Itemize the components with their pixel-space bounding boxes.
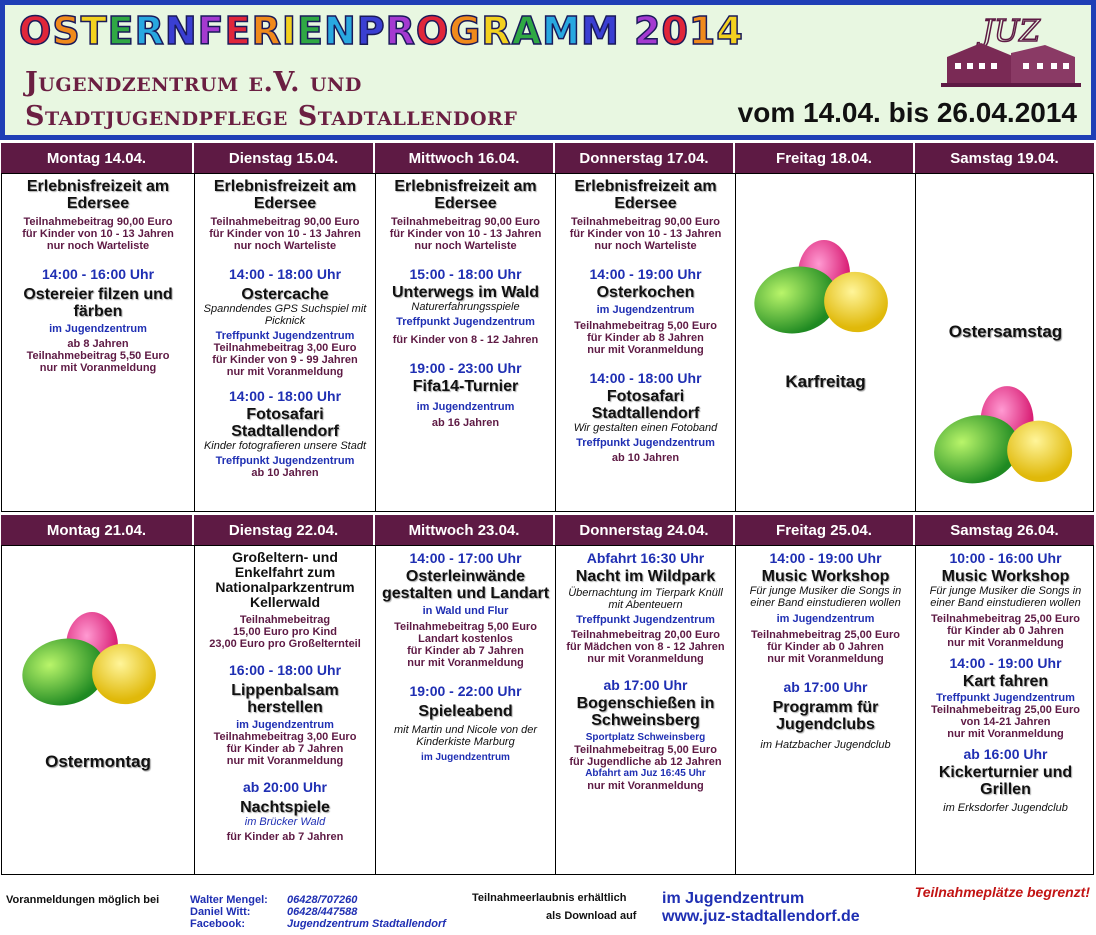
event-fee: Teilnahmebeitrag 90,00 Euro [391,216,540,228]
event-registration: nur mit Voranmeldung [947,637,1064,649]
event-fee: Teilnahmebeitrag 5,00 Euro [574,320,717,332]
juz-logo [941,13,1081,89]
event-location: im Jugendzentrum [596,304,695,316]
event-fee: Teilnahmebeitrag 90,00 Euro [571,216,720,228]
page-title: OSTERNFERIENPROGRAMM 2014 [19,9,744,53]
permission-location: im Jugendzentrum [662,890,805,907]
cell-fri-25 [736,546,916,874]
event-age: für Kinder ab 0 Jahren [767,641,884,653]
event-age: für Kinder von 8 - 12 Jahren [392,334,539,346]
cell-mon-14 [2,174,195,511]
cell-sat-26 [916,546,1095,874]
event-waitlist: nur noch Warteliste [233,240,337,252]
event-time: 14:00 - 18:00 Uhr [228,266,342,282]
day-header: Freitag 18.04. [735,143,915,173]
event-title: Music Workshop [941,568,1070,585]
event-title: Ostereier filzen und färben [23,286,173,320]
event-location: Treffpunkt Jugendzentrum [396,316,535,328]
event-time: 14:00 - 19:00 Uhr [949,655,1062,671]
event-description: Spanndendes GPS Suchspiel mit Picknick [203,303,367,327]
event-fee: Teilnahmebeitrag 3,00 Euro [213,731,357,743]
event-age: für Kinder von 10 - 13 Jahren [389,228,542,240]
event-time: ab 17:00 Uhr [783,679,868,695]
event-location: Treffpunkt Jugendzentrum [215,455,355,467]
event-time: 19:00 - 23:00 Uhr [409,360,522,376]
event-location: in Wald und Flur [422,605,509,617]
event-description: Kinder fotografieren unsere Stadt [203,440,367,452]
event-age: von 14-21 Jahren [960,716,1051,728]
permission-label: Teilnahmeerlaubnis erhältlich [472,892,627,904]
event-age: für Kinder ab 0 Jahren [947,625,1064,637]
logo-text: JUZ [981,14,1041,49]
event-title: Programm für Jugendclubs [772,699,879,733]
event-fee-note: Landart kostenlos [418,633,513,645]
event-time: 14:00 - 16:00 Uhr [41,266,155,282]
contact-name: Walter Mengel: [190,894,268,906]
event-title: Kickerturnier und Grillen [938,764,1073,798]
holiday-label: Ostermontag [45,752,151,771]
event-location: Treffpunkt Jugendzentrum [576,437,715,449]
date-range: vom 14.04. bis 26.04.2014 [737,97,1077,128]
week1-header [1,143,1094,173]
event-title: Fotosafari Stadtallendorf [591,388,700,422]
event-location: im Jugendzentrum [421,752,510,763]
event-time: 16:00 - 18:00 Uhr [228,662,342,678]
day-header: Samstag 26.04. [915,515,1094,545]
easter-eggs-image [748,230,898,340]
event-registration: nur mit Voranmeldung [587,344,704,356]
event-title: Erlebnisfreizeit am Edersee [574,178,717,212]
day-header: Mittwoch 16.04. [375,143,555,173]
event-description: Übernachtung im Tierpark Knüll mit Abenteuern [568,587,723,611]
contact-phone: 06428/447588 [287,906,358,918]
event-fee: 15,00 Euro pro Kind [233,626,337,638]
event-fee: 23,00 Euro pro Großelternteil [209,638,361,650]
event-time: 14:00 - 17:00 Uhr [409,550,522,566]
event-age: für Kinder von 10 - 13 Jahren [569,228,722,240]
event-location: im Brücker Wald [244,816,326,828]
event-title: Spieleabend [418,703,513,720]
event-location: im Jugendzentrum [416,401,515,413]
event-age: ab 16 Jahren [431,417,500,429]
event-location: im Jugendzentrum [776,613,875,625]
week1-content [1,173,1094,512]
event-departure: Abfahrt am Juz 16:45 Uhr [585,768,706,779]
event-fee: Teilnahmebeitrag 20,00 Euro [571,629,720,641]
event-fee: Teilnahmebeitrag 5,50 Euro [26,350,170,362]
event-description: Wir gestalten einen Fotoband [573,422,718,434]
contact-name: Daniel Witt: [190,906,251,918]
event-registration: nur mit Voranmeldung [587,653,704,665]
contact-name: Facebook: [190,918,246,930]
event-waitlist: nur noch Warteliste [46,240,150,252]
event-time: 15:00 - 18:00 Uhr [409,266,522,282]
event-location: Treffpunkt Jugendzentrum [215,330,355,342]
registration-label: Voranmeldungen möglich bei [6,894,160,906]
week2-content [1,545,1094,875]
event-title: Ostercache [241,286,329,303]
event-age: für Kinder von 10 - 13 Jahren [209,228,361,240]
event-age: ab 10 Jahren [251,467,319,479]
event-age: für Jugendliche ab 12 Jahren [569,756,722,768]
event-time: 10:00 - 16:00 Uhr [949,550,1062,566]
event-title: Fifa14-Turnier [412,378,519,395]
event-fee: Teilnahmebeitrag 25,00 Euro [751,629,900,641]
day-header: Dienstag 22.04. [194,515,375,545]
event-title: Unterwegs im Wald [392,284,539,301]
day-header: Freitag 25.04. [735,515,915,545]
event-title: Bogenschießen in Schweinsberg [576,695,715,729]
cell-thu-17 [556,174,736,511]
event-location: im Jugendzentrum [49,323,147,335]
day-header: Samstag 19.04. [915,143,1094,173]
event-title: Osterkochen [596,284,695,301]
event-description: Naturerfahrungsspiele [411,301,520,313]
event-registration: nur mit Voranmeldung [767,653,884,665]
day-header: Montag 14.04. [1,143,194,173]
cell-wed-23 [376,546,556,874]
day-header: Mittwoch 23.04. [375,515,555,545]
facebook-page[interactable]: Jugendzentrum Stadtallendorf [287,918,446,930]
event-age: für Kinder von 9 - 99 Jahren [212,354,358,366]
event-age: für Kinder ab 7 Jahren [226,831,344,843]
header [0,0,1096,140]
event-registration: nur mit Voranmeldung [39,362,157,374]
event-age: für Kinder ab 7 Jahren [407,645,524,657]
event-age: für Kinder von 10 - 13 Jahren [22,228,174,240]
event-registration: nur mit Voranmeldung [947,728,1064,740]
event-fee: Teilnahmebeitrag 90,00 Euro [23,216,173,228]
day-header: Donnerstag 17.04. [555,143,735,173]
cell-tue-22 [195,546,376,874]
week2-header [1,515,1094,545]
event-title: Music Workshop [761,568,890,585]
organizer-line-1: Jugendzentrum e.V. und [25,67,362,98]
easter-eggs-image [16,602,166,712]
event-title: Nachtspiele [240,799,330,816]
event-age: ab 8 Jahren [67,338,129,350]
event-title: Lippenbalsam herstellen [231,682,339,716]
event-title: Erlebnisfreizeit am Edersee [26,178,170,212]
event-fee: Teilnahmebeitrag 5,00 Euro [394,621,537,633]
cell-sat-19 [916,174,1095,511]
event-time: 14:00 - 19:00 Uhr [769,550,882,566]
holiday-label: Ostersamstag [948,322,1063,341]
event-title: Erlebnisfreizeit am Edersee [213,178,357,212]
event-title: Fotosafari Stadtallendorf [231,406,339,440]
event-fee: Teilnahmebeitrag 25,00 Euro [931,613,1080,625]
contact-phone: 06428/707260 [287,894,358,906]
event-description: mit Martin und Nicole von der Kinderkiste Marburg [393,724,538,748]
event-location: im Erksdorfer Jugendclub [943,802,1068,814]
event-location: im Hatzbacher Jugendclub [760,739,891,751]
event-age: für Kinder ab 8 Jahren [587,332,704,344]
event-title: Nacht im Wildpark [575,568,716,585]
event-location: Sportplatz Schweinsberg [585,732,706,743]
event-waitlist: nur noch Warteliste [594,240,697,252]
event-time: ab 20:00 Uhr [242,779,328,795]
cell-mon-21 [2,546,195,874]
download-label: als Download auf [546,910,637,922]
event-registration: nur mit Voranmeldung [407,657,524,669]
footer [0,882,1096,935]
cell-fri-18 [736,174,916,511]
limited-places-note: Teilnahmeplätze begrenzt! [914,884,1090,900]
cell-tue-15 [195,174,376,511]
event-age: für Kinder ab 7 Jahren [226,743,344,755]
event-fee: Teilnahmebeitrag 90,00 Euro [210,216,360,228]
event-fee: Teilnahmebeitrag 25,00 Euro [931,704,1080,716]
event-time: 14:00 - 18:00 Uhr [589,370,702,386]
event-fee: Teilnahmebeitrag 5,00 Euro [574,744,717,756]
holiday-label: Karfreitag [785,372,866,391]
event-time: 19:00 - 22:00 Uhr [409,683,522,699]
event-time: 14:00 - 18:00 Uhr [228,388,342,404]
event-title: Großeltern- und Enkelfahrt zum Nationalparkzentrum Kellerwald [215,549,355,610]
event-fee: Teilnahmebeitrag [239,614,331,626]
day-header: Dienstag 15.04. [194,143,375,173]
event-time: 14:00 - 19:00 Uhr [589,266,702,282]
event-title: Erlebnisfreizeit am Edersee [394,178,537,212]
event-age: für Mädchen von 8 - 12 Jahren [566,641,725,653]
cell-wed-16 [376,174,556,511]
event-time: ab 16:00 Uhr [963,746,1048,762]
event-title: Kart fahren [962,673,1049,690]
event-description: Für junge Musiker die Songs in einer Band einstudieren wollen [929,585,1082,609]
event-location: Treffpunkt Jugendzentrum [576,614,715,626]
schedule-grid [1,143,1094,875]
event-waitlist: nur noch Warteliste [414,240,517,252]
cell-thu-24 [556,546,736,874]
event-fee: Teilnahmebeitrag 3,00 Euro [213,342,357,354]
event-time: ab 17:00 Uhr [603,677,688,693]
event-registration: nur mit Voranmeldung [587,780,704,792]
day-header: Montag 21.04. [1,515,194,545]
event-title: Osterleinwände gestalten und Landart [381,568,550,602]
event-location: im Jugendzentrum [236,719,334,731]
organizer-line-2: Stadtjugendpflege Stadtallendorf [25,101,518,132]
event-registration: nur mit Voranmeldung [226,366,344,378]
event-age: ab 10 Jahren [611,452,680,464]
event-time: Abfahrt 16:30 Uhr [586,550,705,566]
day-header: Donnerstag 24.04. [555,515,735,545]
event-description: Für junge Musiker die Songs in einer Band einstudieren wollen [749,585,902,609]
website-link[interactable]: www.juz-stadtallendorf.de [662,908,860,925]
event-location: Treffpunkt Jugendzentrum [936,692,1075,704]
easter-eggs-image [924,378,1084,490]
event-registration: nur mit Voranmeldung [226,755,344,767]
